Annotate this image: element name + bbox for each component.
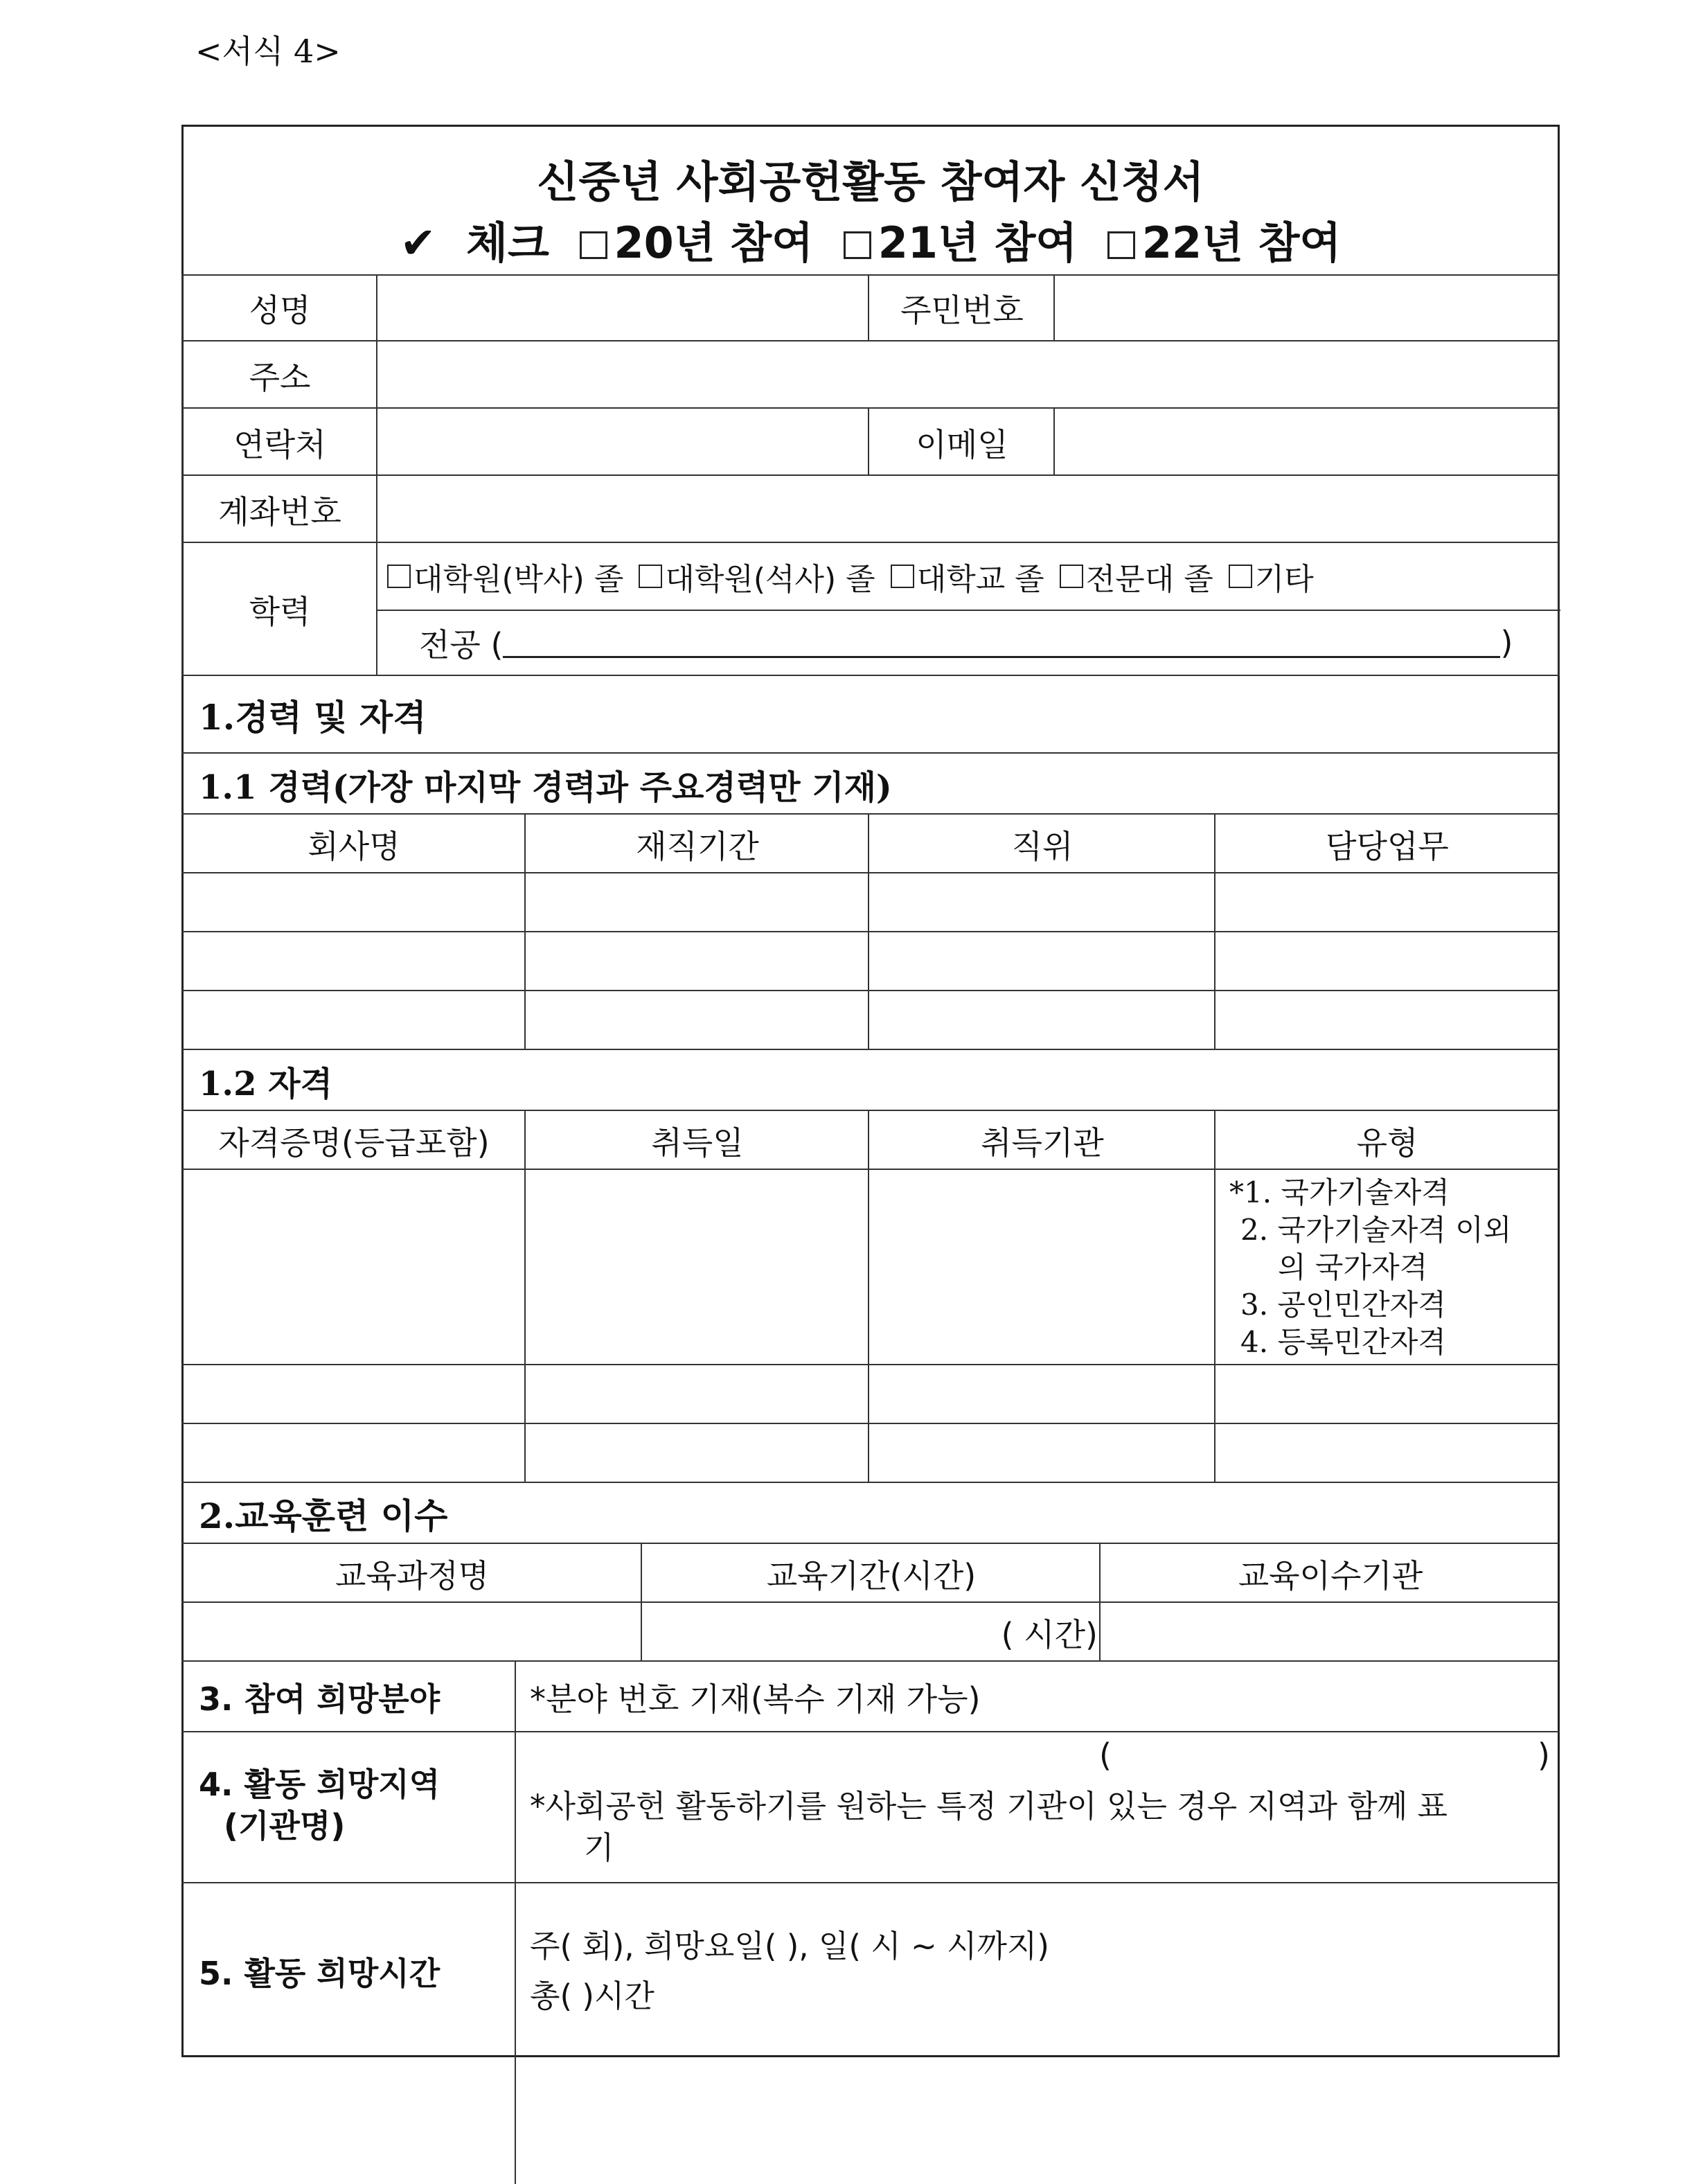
major-row — [419, 611, 1555, 675]
region-paren-open: ( — [1099, 1737, 1112, 1774]
section1-title: 1.경력 및 자격 — [199, 697, 427, 738]
form-title: 신중년 사회공헌활동 참여자 신청서 — [537, 157, 1204, 207]
edu-option-university: 대학교 졸 — [916, 562, 1044, 597]
checkbox-2020[interactable] — [580, 231, 607, 259]
qual-type-4: 4. 등록민간자격 — [1240, 1325, 1446, 1359]
section4-label: 4. 활동 희망지역 — [199, 1766, 440, 1803]
option-2021-label: 21년 참여 — [878, 217, 1078, 268]
section3-label: 3. 참여 희망분야 — [199, 1680, 440, 1718]
qual-type-2-cont: 의 국가자격 — [1278, 1250, 1428, 1284]
application-form — [181, 125, 1560, 2057]
section2-title: 2.교육훈련 이수 — [199, 1495, 448, 1536]
major-close: ) — [1500, 624, 1513, 662]
section5-line1[interactable]: 주( 회), 희망요일( ), 일( 시 ~ 시까지) — [530, 1928, 1049, 1964]
edu-option-masters: 대학원(석사) 졸 — [665, 562, 875, 597]
career-title: 1.1 경력(가장 마지막 경력과 주요경력만 기재) — [199, 767, 892, 807]
training-header-period: 교육기간(시간) — [766, 1556, 977, 1595]
section5-label: 5. 활동 희망시간 — [199, 1955, 440, 1992]
checkbox-2021[interactable] — [844, 231, 871, 259]
section4-note-cont: 기 — [584, 1829, 614, 1866]
name-field[interactable] — [377, 276, 866, 340]
option-2020-label: 20년 참여 — [614, 217, 814, 268]
contact-field[interactable] — [377, 410, 866, 474]
edu-option-phd: 대학원(박사) 졸 — [413, 562, 624, 597]
rrn-field[interactable] — [1058, 276, 1559, 340]
qualification-title: 1.2 자격 — [199, 1064, 332, 1103]
section5-line2[interactable]: 총( )시간 — [530, 1978, 654, 2014]
address-field[interactable] — [377, 343, 1559, 407]
career-header-company: 회사명 — [308, 827, 400, 865]
option-2022-label: 22년 참여 — [1141, 217, 1342, 268]
region-paren-close: ) — [1538, 1737, 1550, 1774]
email-field[interactable] — [1058, 410, 1559, 474]
edu-option-other: 기타 — [1254, 562, 1314, 597]
name-label: 성명 — [249, 291, 311, 329]
training-header-course: 교육과정명 — [335, 1556, 490, 1595]
check-mark-icon: ✔ — [400, 217, 436, 268]
participation-year-check-row — [184, 208, 1558, 270]
checkbox-masters[interactable] — [639, 565, 662, 588]
qual-header-name: 자격증명(등급포함) — [218, 1124, 490, 1162]
qual-header-type: 유형 — [1356, 1124, 1418, 1162]
qual-type-3: 3. 공인민간자격 — [1240, 1288, 1446, 1322]
form-number-label: <서식 4> — [195, 33, 341, 70]
region-field[interactable] — [1119, 1737, 1534, 1778]
qual-header-date: 취득일 — [651, 1124, 744, 1162]
career-header-position: 직위 — [1011, 827, 1074, 865]
check-label: 체크 — [466, 217, 549, 268]
qual-type-2: 2. 국가기술자격 이외 — [1240, 1213, 1512, 1247]
address-label: 주소 — [249, 358, 311, 396]
email-label: 이메일 — [916, 425, 1008, 463]
edu-option-college: 전문대 졸 — [1085, 562, 1213, 597]
training-header-institution: 교육이수기관 — [1238, 1556, 1423, 1595]
qual-type-1: *1. 국가기술자격 — [1229, 1175, 1450, 1209]
career-header-duty: 담당업무 — [1326, 827, 1449, 865]
checkbox-2022[interactable] — [1107, 231, 1135, 259]
major-field[interactable] — [503, 628, 1500, 658]
rrn-label: 주민번호 — [900, 291, 1024, 329]
major-label: 전공 ( — [419, 626, 504, 664]
checkbox-university[interactable] — [891, 565, 914, 588]
account-field[interactable] — [377, 477, 1559, 542]
section3-note[interactable]: *분야 번호 기재(복수 기재 가능) — [530, 1680, 981, 1718]
training-hours: ( 시간) — [1001, 1615, 1098, 1653]
checkbox-phd[interactable] — [387, 565, 411, 588]
checkbox-college[interactable] — [1060, 565, 1083, 588]
career-header-period: 재직기간 — [636, 827, 759, 865]
qual-header-issuer: 취득기관 — [981, 1124, 1104, 1162]
section4-note: *사회공헌 활동하기를 원하는 특정 기관이 있는 경우 지역과 함께 표 — [530, 1788, 1448, 1825]
checkbox-other[interactable] — [1229, 565, 1252, 588]
contact-label: 연락처 — [233, 425, 326, 463]
education-options — [384, 543, 1555, 610]
section4-label-sub: (기관명) — [224, 1807, 346, 1845]
account-label: 계좌번호 — [218, 492, 341, 531]
education-label: 학력 — [249, 593, 311, 630]
